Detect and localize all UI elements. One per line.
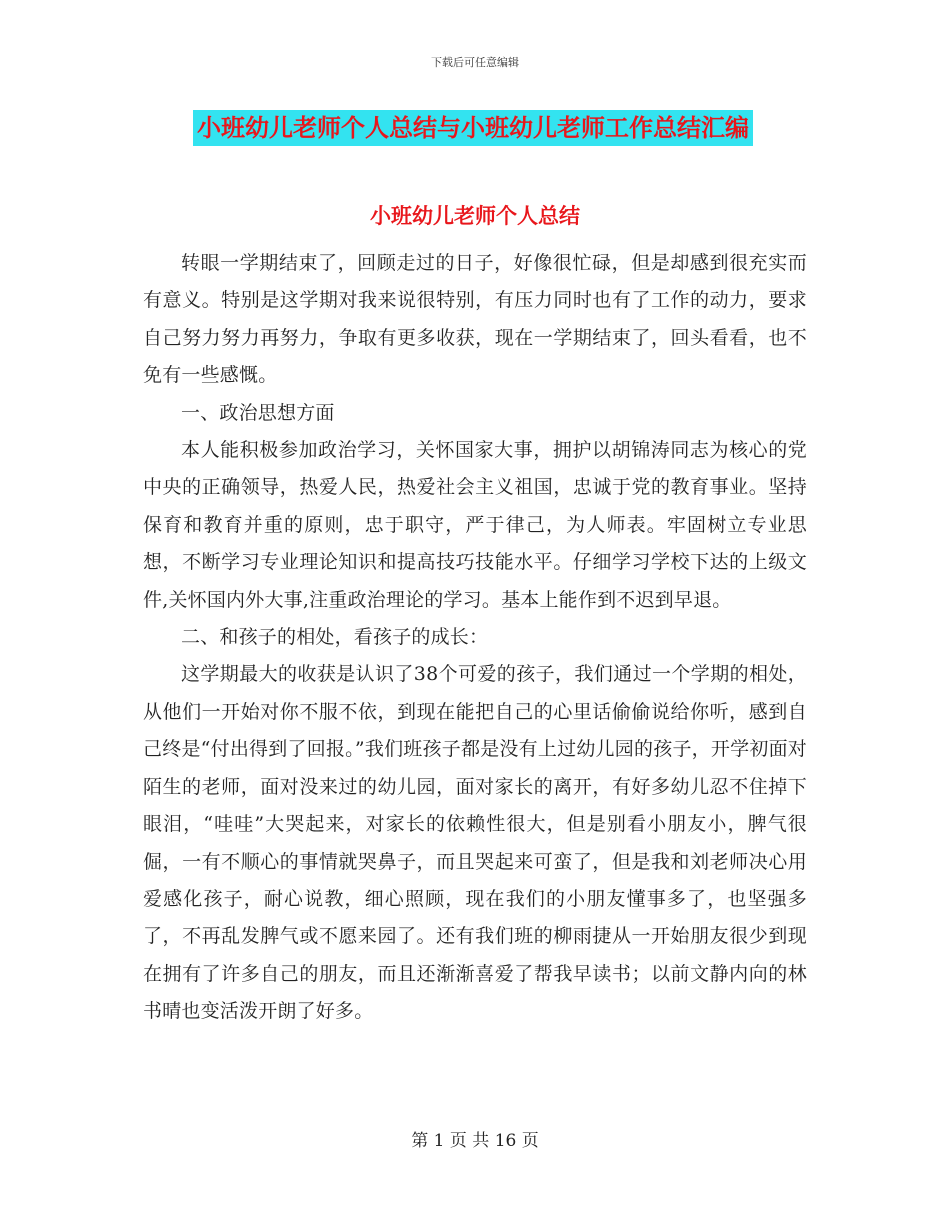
section-title: 小班幼儿老师个人总结 xyxy=(370,204,580,228)
paragraph-children: 这学期最大的收获是认识了38个可爱的孩子，我们通过一个学期的相处，从他们一开始对你不服不依，到现在能把自己的心里话偷偷说给你听，感到自己终是“付出得到了回报。”我们班孩子都是没有上过幼儿园的孩子，开学初面对陌生的老师，面对没来过的幼儿园，面对家长的离开，有好多幼儿忍不住掉下眼泪，“哇哇”大哭起来，对家长的依赖性很大，但是别看小朋友小，脾气很倔，一有不顺心的事情就哭鼻子，而且哭起来可蛮了，但是我和刘老师决心用爱感化孩子，耐心说教，细心照顾，现在我们的小朋友懂事多了，也坚强多了，不再乱发脾气或不愿来园了。还有我们班的柳雨捷从一开始朋友很少到现在拥有了许多自己的朋友，而且还渐渐喜爱了帮我早读书；以前文静内向的林书晴也变活泼开朗了好多。 xyxy=(143,663,807,1023)
paragraph-heading-politics: 一、政治思想方面 xyxy=(181,401,335,424)
page-header-note: 下载后可任意编辑 xyxy=(431,56,519,69)
paragraph-intro: 转眼一学期结束了，回顾走过的日子，好像很忙碌，但是却感到很充实而有意义。特别是这学期对我来说很特别，有压力同时也有了工作的动力，要求自己努力努力再努力，争取有更多收获，现在一学期结束了，回头看看，也不免有一些感慨。 xyxy=(143,252,807,387)
paragraph-heading-children: 二、和孩子的相处，看孩子的成长： xyxy=(181,626,489,649)
document-body xyxy=(143,245,807,1031)
page-number: 第 1 页 共 16 页 xyxy=(411,1131,539,1151)
paragraph-politics: 本人能积极参加政治学习，关怀国家大事，拥护以胡锦涛同志为核心的党中央的正确领导，热爱人民，热爱社会主义祖国，忠诚于党的教育事业。坚持保育和教育并重的原则，忠于职守，严于律己，为人师表。牢固树立专业思想，不断学习专业理论知识和提高技巧技能水平。仔细学习学校下达的上级文件,关怀国内外大事,注重政治理论的学习。基本上能作到不迟到早退。 xyxy=(143,439,807,611)
document-title: 小班幼儿老师个人总结与小班幼儿老师工作总结汇编 xyxy=(193,110,753,146)
